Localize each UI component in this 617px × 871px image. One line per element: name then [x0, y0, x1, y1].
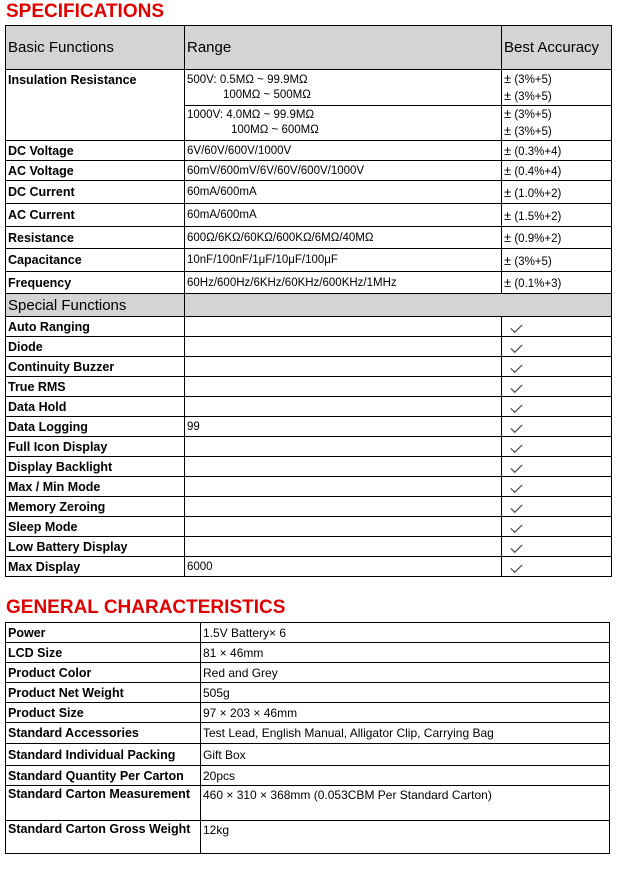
insulation-accuracy-500v — [502, 70, 612, 106]
insulation-range-500v — [185, 70, 502, 106]
general-row — [6, 703, 610, 723]
special-function-row — [6, 337, 612, 357]
basic-function-row — [6, 204, 612, 227]
general-value: Red and Grey — [201, 663, 610, 683]
accuracy-value: (3%+5) — [514, 90, 552, 103]
check-cell — [502, 377, 612, 397]
function-accuracy — [502, 227, 612, 249]
general-label: Standard Carton Gross Weight — [6, 821, 201, 854]
function-label: DC Current — [6, 181, 185, 204]
general-label: Power — [6, 623, 201, 643]
insulation-resistance-label: Insulation Resistance — [6, 70, 185, 141]
function-label: Frequency — [6, 272, 185, 294]
accuracy-value: (1.0%+2) — [514, 187, 562, 200]
best-accuracy-header: Best Accuracy — [502, 26, 612, 70]
special-function-label: Max Display — [6, 557, 185, 577]
check-cell — [502, 437, 612, 457]
check-cell — [502, 317, 612, 337]
general-label: Product Size — [6, 703, 201, 723]
function-label: AC Current — [6, 204, 185, 227]
general-label: Product Net Weight — [6, 683, 201, 703]
function-range: 10nF/100nF/1μF/10μF/100μF — [185, 249, 502, 272]
plus-minus-icon: ± — [504, 230, 512, 245]
special-functions-header: Special Functions — [6, 294, 185, 317]
special-function-label: Auto Ranging — [6, 317, 185, 337]
specifications-table — [5, 25, 612, 577]
check-cell — [502, 557, 612, 577]
plus-minus-icon: ± — [504, 143, 512, 158]
special-function-label: Memory Zeroing — [6, 497, 185, 517]
basic-function-row — [6, 161, 612, 181]
general-value: 1.5V Battery× 6 — [201, 623, 610, 643]
general-characteristics-title: GENERAL CHARACTERISTICS — [6, 597, 286, 618]
special-function-value — [185, 397, 502, 417]
special-function-row — [6, 517, 612, 537]
special-function-label: Data Hold — [6, 397, 185, 417]
special-function-value: 99 — [185, 417, 502, 437]
check-cell — [502, 417, 612, 437]
plus-minus-icon: ± — [504, 70, 512, 86]
basic-function-row — [6, 249, 612, 272]
special-function-label: Sleep Mode — [6, 517, 185, 537]
special-function-value — [185, 377, 502, 397]
check-mark-icon — [510, 420, 522, 432]
special-functions-header-row — [6, 294, 612, 317]
function-accuracy — [502, 181, 612, 204]
accuracy-value: (0.9%+2) — [514, 233, 562, 245]
check-cell — [502, 537, 612, 557]
special-function-label: Low Battery Display — [6, 537, 185, 557]
special-function-value — [185, 317, 502, 337]
plus-minus-icon: ± — [504, 252, 512, 268]
special-function-row — [6, 397, 612, 417]
check-cell — [502, 517, 612, 537]
special-function-value: 6000 — [185, 557, 502, 577]
basic-functions-header: Basic Functions — [6, 26, 185, 70]
special-function-row — [6, 437, 612, 457]
function-range: 60mV/600mV/6V/60V/600V/1000V — [185, 161, 502, 181]
check-mark-icon — [510, 560, 522, 572]
range-1000v-line2: 100MΩ ~ 600MΩ — [231, 124, 319, 136]
function-range: 6V/60V/600V/1000V — [185, 141, 502, 161]
special-function-label: Continuity Buzzer — [6, 357, 185, 377]
accuracy-value: (1.5%+2) — [514, 210, 562, 223]
check-mark-icon — [510, 460, 522, 472]
plus-minus-icon: ± — [504, 106, 512, 121]
special-function-row — [6, 377, 612, 397]
check-mark-icon — [510, 400, 522, 412]
special-function-label: Max / Min Mode — [6, 477, 185, 497]
general-label: Standard Individual Packing — [6, 744, 201, 766]
insulation-row-500v — [6, 70, 612, 106]
range-500v-line1: 500V: 0.5MΩ ~ 99.9MΩ — [187, 73, 308, 86]
function-accuracy — [502, 272, 612, 294]
accuracy-value: (3%+5) — [514, 73, 552, 86]
general-label: Standard Quantity Per Carton — [6, 766, 201, 786]
accuracy-value: (3%+5) — [514, 126, 552, 138]
check-cell — [502, 457, 612, 477]
accuracy-value: (3%+5) — [514, 255, 552, 268]
accuracy-value: (0.3%+4) — [514, 146, 562, 158]
function-label: AC Voltage — [6, 161, 185, 181]
function-range: 60mA/600mA — [185, 204, 502, 227]
function-label: Resistance — [6, 227, 185, 249]
special-function-value — [185, 477, 502, 497]
function-accuracy — [502, 161, 612, 181]
check-cell — [502, 337, 612, 357]
general-row — [6, 821, 610, 854]
general-value: 12kg — [201, 821, 610, 854]
check-mark-icon — [510, 440, 522, 452]
basic-function-row — [6, 272, 612, 294]
special-function-row — [6, 317, 612, 337]
general-value: 81 × 46mm — [201, 643, 610, 663]
insulation-range-1000v — [185, 106, 502, 141]
basic-function-row — [6, 181, 612, 204]
special-function-row — [6, 477, 612, 497]
check-mark-icon — [510, 380, 522, 392]
special-function-row — [6, 537, 612, 557]
special-function-row — [6, 497, 612, 517]
check-cell — [502, 477, 612, 497]
general-row — [6, 744, 610, 766]
check-cell — [502, 397, 612, 417]
insulation-accuracy-1000v — [502, 106, 612, 141]
special-function-row — [6, 357, 612, 377]
function-label: DC Voltage — [6, 141, 185, 161]
special-function-value — [185, 517, 502, 537]
general-row — [6, 723, 610, 744]
general-row — [6, 766, 610, 786]
general-label: Product Color — [6, 663, 201, 683]
accuracy-value: (3%+5) — [514, 109, 552, 121]
general-row — [6, 663, 610, 683]
check-mark-icon — [510, 480, 522, 492]
special-function-row — [6, 557, 612, 577]
function-accuracy — [502, 141, 612, 161]
check-mark-icon — [510, 520, 522, 532]
general-value: Test Lead, English Manual, Alligator Clip, Carrying Bag — [201, 723, 610, 744]
function-accuracy — [502, 204, 612, 227]
check-mark-icon — [510, 360, 522, 372]
special-function-label: True RMS — [6, 377, 185, 397]
specifications-title: SPECIFICATIONS — [6, 1, 164, 22]
special-function-value — [185, 357, 502, 377]
basic-function-row — [6, 227, 612, 249]
general-value: 20pcs — [201, 766, 610, 786]
general-row — [6, 643, 610, 663]
general-value: 460 × 310 × 368mm (0.053CBM Per Standard Carton) — [201, 786, 610, 821]
plus-minus-icon: ± — [504, 184, 512, 200]
check-mark-icon — [510, 540, 522, 552]
plus-minus-icon: ± — [504, 275, 512, 290]
special-function-label: Display Backlight — [6, 457, 185, 477]
range-500v-line2: 100MΩ ~ 500MΩ — [223, 88, 311, 101]
general-value: Gift Box — [201, 744, 610, 766]
check-cell — [502, 497, 612, 517]
general-value: 97 × 203 × 46mm — [201, 703, 610, 723]
general-value: 505g — [201, 683, 610, 703]
special-function-value — [185, 337, 502, 357]
function-range: 60mA/600mA — [185, 181, 502, 204]
function-accuracy — [502, 249, 612, 272]
special-functions-header-fill — [185, 294, 612, 317]
special-function-value — [185, 497, 502, 517]
special-function-value — [185, 457, 502, 477]
special-function-label: Diode — [6, 337, 185, 357]
basic-function-row — [6, 141, 612, 161]
special-function-value — [185, 437, 502, 457]
general-label: LCD Size — [6, 643, 201, 663]
plus-minus-icon: ± — [504, 87, 512, 103]
plus-minus-icon: ± — [504, 163, 512, 178]
check-mark-icon — [510, 320, 522, 332]
spec-header-row — [6, 26, 612, 70]
general-label: Standard Carton Measurement — [6, 786, 201, 821]
plus-minus-icon: ± — [504, 123, 512, 138]
general-label: Standard Accessories — [6, 723, 201, 744]
function-label: Capacitance — [6, 249, 185, 272]
plus-minus-icon: ± — [504, 207, 512, 223]
function-range: 60Hz/600Hz/6KHz/60KHz/600KHz/1MHz — [185, 272, 502, 294]
special-function-row — [6, 417, 612, 437]
general-row — [6, 683, 610, 703]
accuracy-value: (0.4%+4) — [514, 166, 562, 178]
special-function-label: Data Logging — [6, 417, 185, 437]
check-mark-icon — [510, 340, 522, 352]
special-function-row — [6, 457, 612, 477]
check-mark-icon — [510, 500, 522, 512]
function-range: 600Ω/6KΩ/60KΩ/600KΩ/6MΩ/40MΩ — [185, 227, 502, 249]
accuracy-value: (0.1%+3) — [514, 278, 562, 290]
general-row — [6, 623, 610, 643]
general-row — [6, 786, 610, 821]
range-header: Range — [185, 26, 502, 70]
check-cell — [502, 357, 612, 377]
general-characteristics-table — [5, 622, 610, 854]
range-1000v-line1: 1000V: 4.0MΩ ~ 99.9MΩ — [187, 109, 315, 121]
special-function-value — [185, 537, 502, 557]
special-function-label: Full Icon Display — [6, 437, 185, 457]
